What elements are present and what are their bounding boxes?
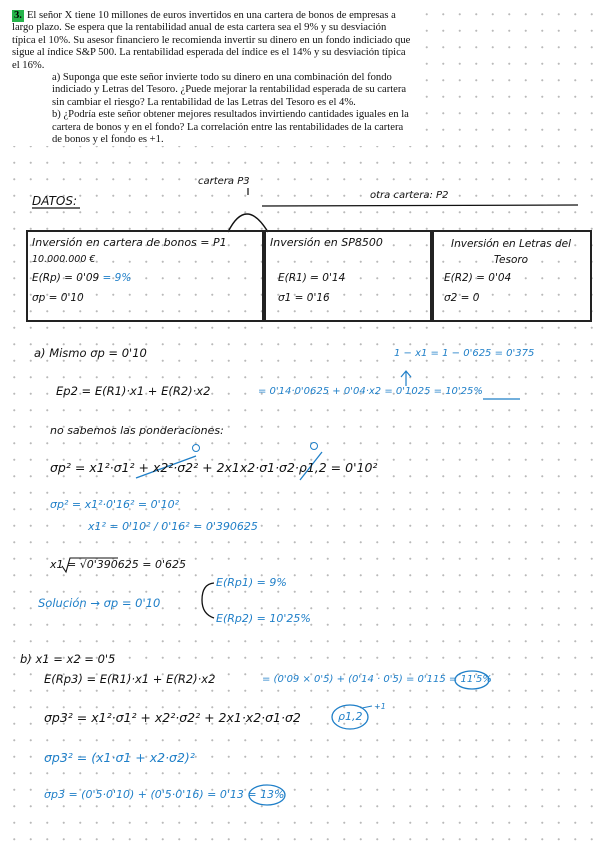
other-label: otra cartera: P2: [370, 190, 449, 201]
box1-line1: E(Rp) = 0'09 = 9%: [32, 272, 132, 284]
box1-amount: 10.000.000 €: [32, 254, 96, 265]
problem-number: 3.: [14, 10, 22, 21]
box3-line2: σ2 = 0: [444, 292, 480, 304]
part-a-right-note: 1 − x1 = 1 − 0'625 = 0'375: [394, 348, 535, 359]
x1-line: x1 = √0'390625 = 0'625: [50, 558, 186, 571]
part-b-heading: b) x1 = x2 = 0'5: [20, 652, 116, 666]
blue-line-2: x1² = 0'10² / 0'16² = 0'390625: [88, 520, 258, 533]
part-b-question: b) ¿Podría este señor obtener mejores resultados invirtiendo cantidades iguales en la cartera de bonos y en el fondo? La correlación entre las rentabilidades de la cartera de bonos y el fondo es +1.: [52, 109, 409, 146]
box2-title: Inversión en SP8500: [270, 236, 383, 249]
part-a-ep-result: = 0'14·0'0625 + 0'04·x2 = 0'1025 = 10'25%: [258, 386, 483, 397]
box3-title: Inversión en Letras del Tesoro: [450, 238, 572, 266]
part-b-e-line: E(Rp3) = E(R1)·x1 + E(R2)·x2: [44, 672, 216, 686]
brace-top: E(Rp1) = 9%: [216, 576, 287, 589]
part-a-heading: a) Mismo σp = 0'10: [34, 346, 147, 360]
no-sabemos: no sabemos las ponderaciones:: [50, 424, 224, 437]
box1-title: Inversión en cartera de bonos = P1: [32, 236, 227, 249]
sigma-circled: 13%: [260, 788, 285, 801]
blue-line-1: σp² = x1²·0'16² = 0'10²: [50, 498, 180, 511]
result-circled: 11'5%: [460, 674, 492, 685]
rho-circled: ρ1,2: [338, 710, 363, 723]
plus-one: +1: [374, 702, 386, 711]
part-b-var-line: σp3² = x1²·σ1² + x2²·σ2² + 2x1·x2·σ1·σ2: [44, 710, 301, 725]
box2-line2: σ1 = 0'16: [278, 292, 330, 304]
box1-line2: σp = 0'10: [32, 292, 84, 304]
box2-line1: E(R1) = 0'14: [278, 272, 346, 284]
top-label: cartera P3: [198, 176, 250, 187]
part-b-sq-line: σp3² = (x1·σ1 + x2·σ2)²: [44, 750, 195, 765]
part-b-e-result: = (0'09 × 0'5) + (0'14 · 0'5) = 0'115 = 11'5%: [262, 674, 492, 685]
box3-line1: E(R2) = 0'04: [444, 272, 512, 284]
problem-text: El señor X tiene 10 millones de euros invertidos en una cartera de bonos de empresas a largo plazo. Se espera que la rentabilidad anual de esta cartera sea el 9% y su desviación típica el 10%. Su asesor financiero le recomienda invertir su dinero en un fondo indiciado que sigue al índice S&P 500. La rentabilidad esperada del índice es el 14% y su desviación típica el 16%.: [12, 10, 411, 71]
datos-header: DATOS:: [32, 194, 78, 208]
brace-bottom: E(Rp2) = 10'25%: [216, 612, 311, 625]
variance-equation: σp² = x1²·σ1² + x2²·σ2² + 2x1x2·σ1·σ2·ρ1,2 = 0'10²: [50, 460, 378, 475]
part-a-question: a) Suponga que este señor invierte todo su dinero en una combinación del fondo indiciado y Letras del Tesoro. ¿Puede mejorar la rentabilidad esperada de su cartera sin cambiar el riesgo? La rentabilidad de las Letras del Tesoro es el 4%.: [52, 72, 407, 108]
part-a-ep-line: Ep2 = E(R1)·x1 + E(R2)·x2: [56, 384, 211, 398]
solucion: Solución → σp = 0'10: [38, 596, 161, 610]
part-b-sigma-line: σp3 = (0'5·0'10) + (0'5·0'16) = 0'13 = 13%: [44, 788, 285, 801]
